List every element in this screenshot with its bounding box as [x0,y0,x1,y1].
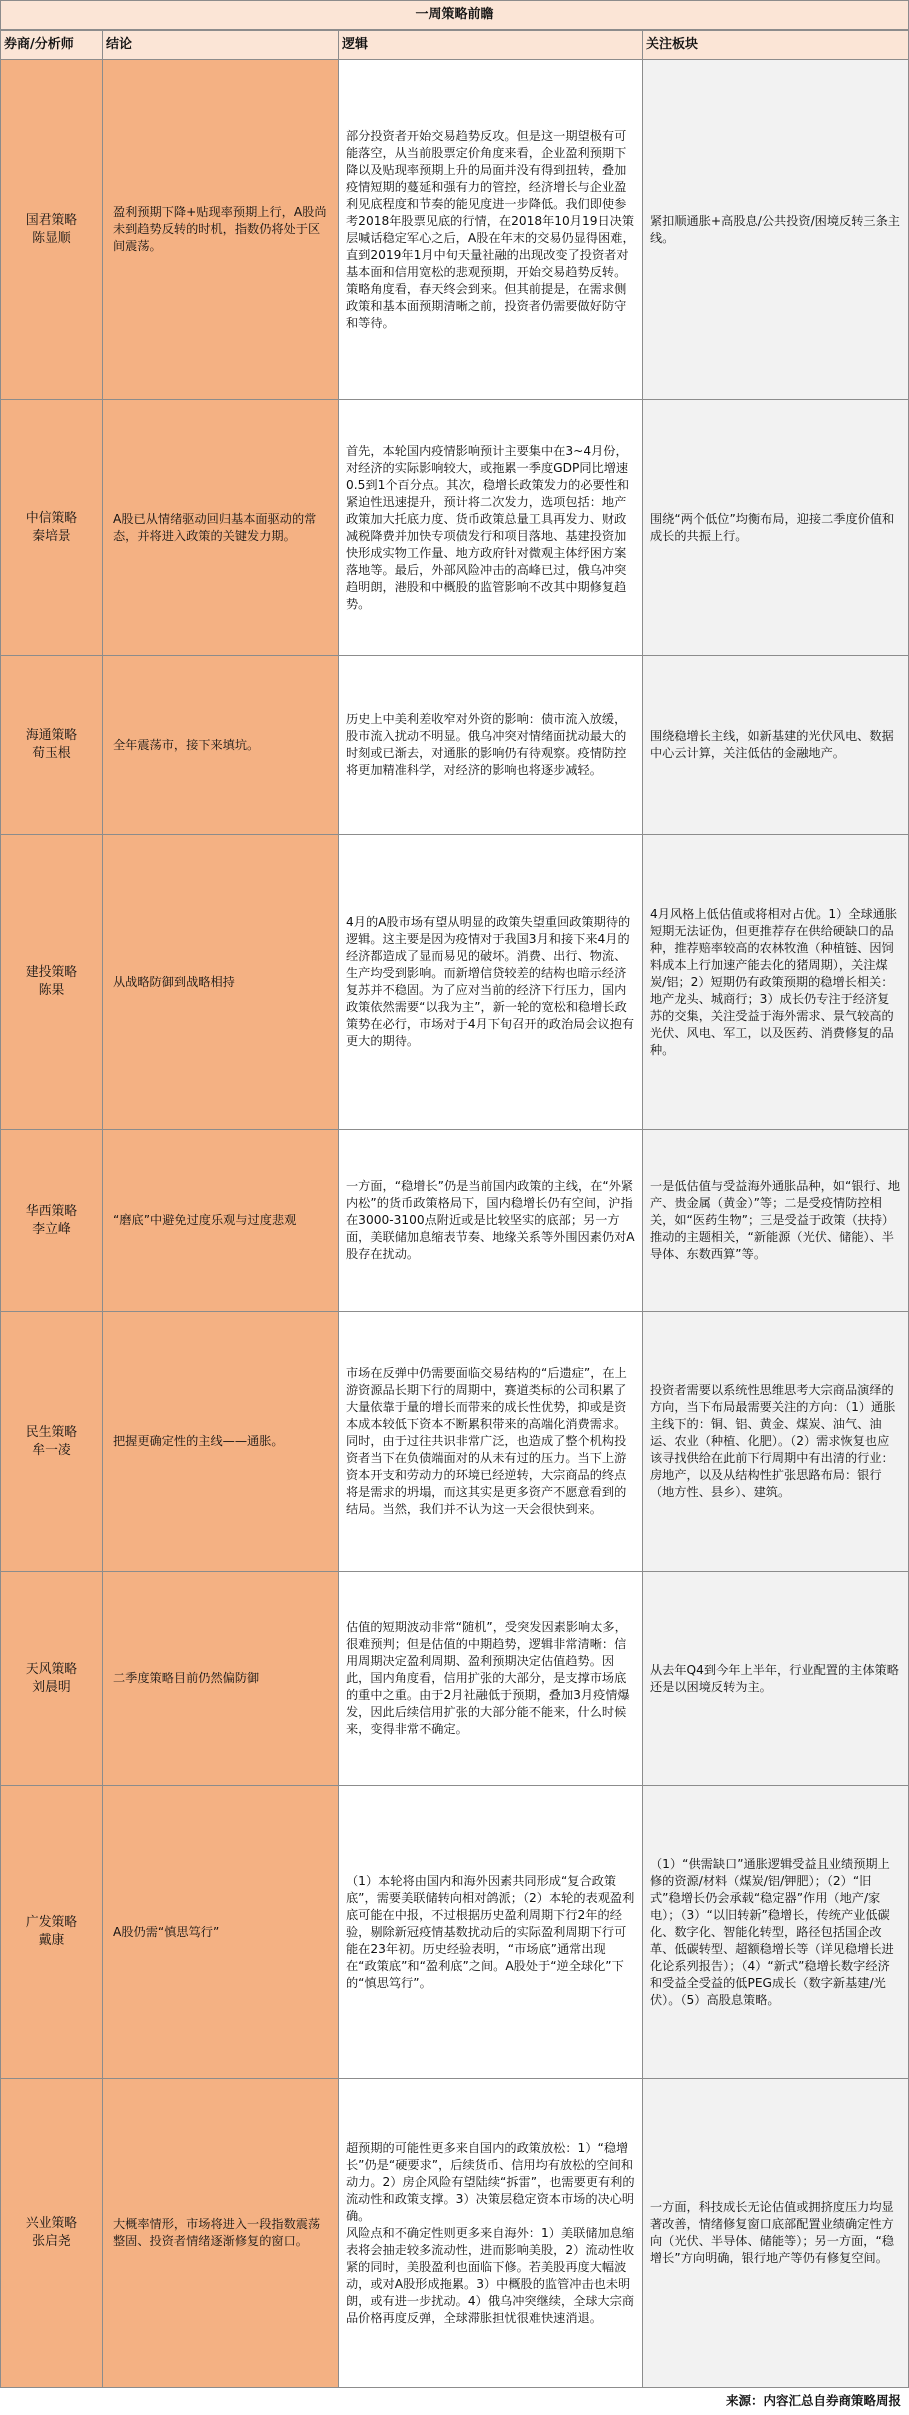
row-focus: 从去年Q4到今年上半年，行业配置的主体策略还是以困境反转为主。 [642,1571,909,1786]
row-focus: 一是低估值与受益海外通胀品种，如“银行、地产、贵金属（黄金）”等；二是受疫情防控相关，如“医药生物”；三是受益于政策（扶持）推动的主题相关，“新能源（光伏、储能）、半导体、东数西算”等。 [642,1129,909,1312]
source-note: 来源：内容汇总自券商策略周报 [725,2393,901,2408]
row-broker: 华西策略 李立峰 [0,1129,103,1312]
row-conclusion: 二季度策略目前仍然偏防御 [102,1571,339,1786]
row-conclusion: 把握更确定性的主线——通胀。 [102,1311,339,1572]
row-broker: 中信策略 秦培景 [0,399,103,656]
row-conclusion: 全年震荡市，接下来填坑。 [102,655,339,835]
table-title: 一周策略前瞻 [0,0,909,30]
row-focus: 围绕稳增长主线，如新基建的光伏风电、数据中心云计算，关注低估的金融地产。 [642,655,909,835]
row-conclusion: “磨底”中避免过度乐观与过度悲观 [102,1129,339,1312]
row-logic: 首先，本轮国内疫情影响预计主要集中在3~4月份，对经济的实际影响较大，或拖累一季度GDP同比增速0.5到1个百分点。其次，稳增长政策发力的必要性和紧迫性迅速提升，预计将二次发力，选项包括：地产政策加大托底力度、货币政策总量工具再发力、财政减税降费并加快专项债发行和项目落地、基建投资加快形成实物工作量、地方政府针对微观主体纾困方案落地等。最后，外部风险冲击的高峰已过，俄乌冲突趋明朗，港股和中概股的监管影响不改其中期修复趋势。 [338,399,643,656]
row-broker: 国君策略 陈显顺 [0,59,103,400]
row-focus: 围绕“两个低位”均衡布局，迎接二季度价值和成长的共振上行。 [642,399,909,656]
row-logic: （1）本轮将由国内和海外因素共同形成“复合政策底”，需要美联储转向相对鸽派；（2）本轮的表观盈利底可能在中报，不过根据历史盈利周期下行2年的经验，剔除新冠疫情基数扰动后的实际盈利周期下行可能在23年初。历史经验表明，“市场底”通常出现在“政策底”和“盈利底”之间。A股处于“逆全球化”下的“慎思笃行”。 [338,1785,643,2079]
row-logic: 历史上中美利差收窄对外资的影响：债市流入放缓，股市流入扰动不明显。俄乌冲突对情绪面扰动最大的时刻或已渐去，对通胀的影响仍有待观察。疫情防控将更加精准科学，对经济的影响也将逐步减轻。 [338,655,643,835]
row-conclusion: 盈利预期下降+贴现率预期上行，A股尚未到趋势反转的时机，指数仍将处于区间震荡。 [102,59,339,400]
row-conclusion: A股仍需“慎思笃行” [102,1785,339,2079]
row-broker: 兴业策略 张启尧 [0,2078,103,2388]
row-logic: 市场在反弹中仍需要面临交易结构的“后遗症”，在上游资源品长期下行的周期中，赛道类标的公司积累了大量依靠于量的增长而带来的成长性优势，抑或是资本成本较低下资本不断累积带来的高端化消费需求。同时，由于过往共识非常广泛，也造成了整个机构投资者当下在负债端面对的从未有过的压力。当下上游资本开支和劳动力的环境已经逆转，大宗商品的终点将是需求的坍塌，而这其实是更多资产不愿意看到的结局。当然，我们并不认为这一天会很快到来。 [338,1311,643,1572]
row-logic: 超预期的可能性更多来自国内的政策放松：1）“稳增长”仍是“硬要求”，后续货币、信用均有放松的空间和动力。2）房企风险有望陆续“拆雷”，也需要更有利的流动性和政策支撑。3）决策层稳定资本市场的决心明确。 风险点和不确定性则更多来自海外：1）美联储加息缩表将会抽走较多流动性，进而影响美股，2）流动性收紧的同时，美股盈利也面临下修。若美股再度大幅波动，或对A股形成拖累。3）中概股的监管冲击也未明朗，或有进一步扰动。4）俄乌冲突继续，全球大宗商品价格再度反弹，全球滞胀担忧很难快速消退。 [338,2078,643,2388]
row-focus: 一方面，科技成长无论估值或拥挤度压力均显著改善，情绪修复窗口底部配置业绩确定性方向（光伏、半导体、储能等）；另一方面，“稳增长”方向明确，银行地产等仍有修复空间。 [642,2078,909,2388]
header-focus: 关注板块 [642,30,909,60]
row-conclusion: 大概率情形，市场将进入一段指数震荡整固、投资者情绪逐渐修复的窗口。 [102,2078,339,2388]
row-logic: 估值的短期波动非常“随机”，受突发因素影响太多，很难预判；但是估值的中期趋势，逻辑非常清晰：信用周期决定盈利周期、盈利预期决定估值趋势。因此，国内角度看，信用扩张的大部分，是支撑市场底的重中之重。由于2月社融低于预期，叠加3月疫情爆发，因此后续信用扩张的大部分能不能来，什么时候来，变得非常不确定。 [338,1571,643,1786]
row-conclusion: A股已从情绪驱动回归基本面驱动的常态，并将进入政策的关键发力期。 [102,399,339,656]
row-focus: 紧扣顺通胀+高股息/公共投资/困境反转三条主线。 [642,59,909,400]
row-focus: 4月风格上低估值或将相对占优。1）全球通胀短期无法证伪，但更推荐存在供给硬缺口的品种，推荐赔率较高的农林牧渔（种植链、因饲料成本上行加速产能去化的猪周期），关注煤炭/铝；2）短期仍有政策预期的稳增长相关：地产龙头、城商行；3）成长仍专注于经济复苏的交集，关注受益于海外需求、景气较高的光伏、风电、军工，以及医药、消费修复的品种。 [642,834,909,1130]
row-broker: 天风策略 刘晨明 [0,1571,103,1786]
header-broker: 券商/分析师 [0,30,103,60]
row-logic: 部分投资者开始交易趋势反攻。但是这一期望极有可能落空，从当前股票定价角度来看，企业盈利预期下降以及贴现率预期上升的局面并没有得到扭转，叠加疫情短期的蔓延和强有力的管控，经济增长与企业盈利见底程度和节奏的能见度进一步降低。我们即使参考2018年股票见底的行情，在2018年10月19日决策层喊话稳定军心之后，A股在年末的交易仍显得困难，直到2019年1月中旬天量社融的出现改变了投资者对基本面和信用宽松的悲观预期，开始交易趋势反转。策略角度看，春天终会到来。但其前提是，在需求侧政策和基本面预期清晰之前，投资者仍需要做好防守和等待。 [338,59,643,400]
header-logic: 逻辑 [338,30,643,60]
row-broker: 建投策略 陈果 [0,834,103,1130]
row-broker: 海通策略 荀玉根 [0,655,103,835]
row-focus: 投资者需要以系统性思维思考大宗商品演绎的方向，当下布局最需要关注的方向：（1）通胀主线下的：铜、铝、黄金、煤炭、油气、油运、农业（种植、化肥）。（2）需求恢复也应该寻找供给在此前下行周期中有出清的行业：房地产，以及从结构性扩张思路布局：银行（地方性、县乡）、建筑。 [642,1311,909,1572]
row-conclusion: 从战略防御到战略相持 [102,834,339,1130]
row-broker: 民生策略 牟一凌 [0,1311,103,1572]
row-logic: 4月的A股市场有望从明显的政策失望重回政策期待的逻辑。这主要是因为疫情对于我国3月和接下来4月的经济都造成了显而易见的破坏。消费、出行、物流、生产均受到影响。而新增信贷较差的结构也暗示经济复苏并不稳固。为了应对当前的经济下行压力，国内政策依然需要“以我为主”，新一轮的宽松和稳增长政策势在必行，市场对于4月下旬召开的政治局会议抱有更大的期待。 [338,834,643,1130]
row-logic: 一方面，“稳增长”仍是当前国内政策的主线，在“外紧内松”的货币政策格局下，国内稳增长仍有空间，沪指在3000-3100点附近或是比较坚实的底部；另一方面，美联储加息缩表节奏、地缘关系等外围因素仍对A股存在扰动。 [338,1129,643,1312]
row-focus: （1）“供需缺口”通胀逻辑受益且业绩预期上修的资源/材料（煤炭/铝/钾肥）；（2）“旧式”稳增长仍会承载“稳定器”作用（地产/家电）；（3）“以旧转新”稳增长，传统产业低碳化、数字化、智能化转型，路径包括国企改革、低碳转型、超额稳增长等（详见稳增长进化论系列报告）；（4）“新式”稳增长数字经济和受益全受益的低PEG成长（数字新基建/光伏）。（5）高股息策略。 [642,1785,909,2079]
header-conclusion: 结论 [102,30,339,60]
row-broker: 广发策略 戴康 [0,1785,103,2079]
